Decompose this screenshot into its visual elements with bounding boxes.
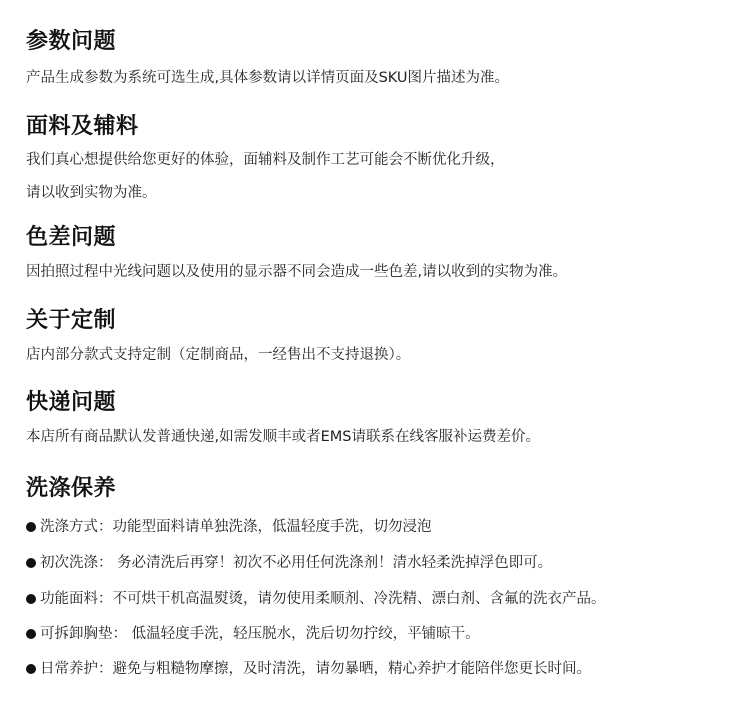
- section-heading: 参数问题: [26, 29, 117, 54]
- section-fabric: [26, 113, 716, 206]
- section-heading: 面料及辅料: [26, 114, 139, 139]
- section-text: 请以收到实物为准。: [26, 185, 157, 201]
- list-item: [26, 659, 591, 679]
- section-text: 因拍照过程中光线问题以及使用的显示器不同会造成一些色差,请以收到的实物为准。: [26, 264, 568, 280]
- section-text: 产品生成参数为系统可选生成,具体参数请以详情页面及SKU图片描述为准。: [26, 70, 510, 86]
- section-color-difference: [26, 224, 716, 285]
- list-item-text: 洗涤方式：功能型面料请单独洗涤，低温轻度手洗，切勿浸泡: [40, 519, 432, 535]
- list-item: [26, 589, 606, 609]
- bullet-icon: [26, 594, 36, 604]
- section-heading: 关于定制: [26, 308, 117, 333]
- bullet-icon: [26, 629, 36, 639]
- bullet-icon: [26, 522, 36, 532]
- section-shipping: [26, 389, 716, 450]
- section-heading: 快递问题: [26, 390, 117, 415]
- section-customization: [26, 307, 716, 368]
- section-text: 本店所有商品默认发普通快递,如需发顺丰或者EMS请联系在线客服补运费差价。: [26, 429, 540, 445]
- bullet-icon: [26, 664, 36, 674]
- section-text: 我们真心想提供给您更好的体验，面辅料及制作工艺可能会不断优化升级，: [26, 152, 505, 168]
- section-heading: 色差问题: [26, 225, 117, 250]
- list-item-text: 可拆卸胸垫： 低温轻度手洗，轻压脱水，洗后切勿拧绞，平铺晾干。: [40, 626, 480, 642]
- section-washing-care: [26, 475, 716, 705]
- bullet-icon: [26, 558, 36, 568]
- section-heading: 洗涤保养: [26, 476, 117, 501]
- list-item-text: 功能面料：不可烘干机高温熨烫，请勿使用柔顺剂、冷洗精、漂白剂、含氟的洗衣产品。: [40, 591, 606, 607]
- list-item-text: 日常养护：避免与粗糙物摩擦，及时清洗，请勿暴晒，精心养护才能陪伴您更长时间。: [40, 661, 591, 677]
- list-item: [26, 553, 552, 573]
- section-text: 店内部分款式支持定制（定制商品，一经售出不支持退换）。: [26, 347, 411, 363]
- list-item: [26, 624, 480, 644]
- list-item: [26, 517, 432, 537]
- section-parameters: [26, 28, 716, 91]
- list-item-text: 初次洗涤： 务必清洗后再穿！初次不必用任何洗涤剂！清水轻柔洗掉浮色即可。: [40, 555, 553, 571]
